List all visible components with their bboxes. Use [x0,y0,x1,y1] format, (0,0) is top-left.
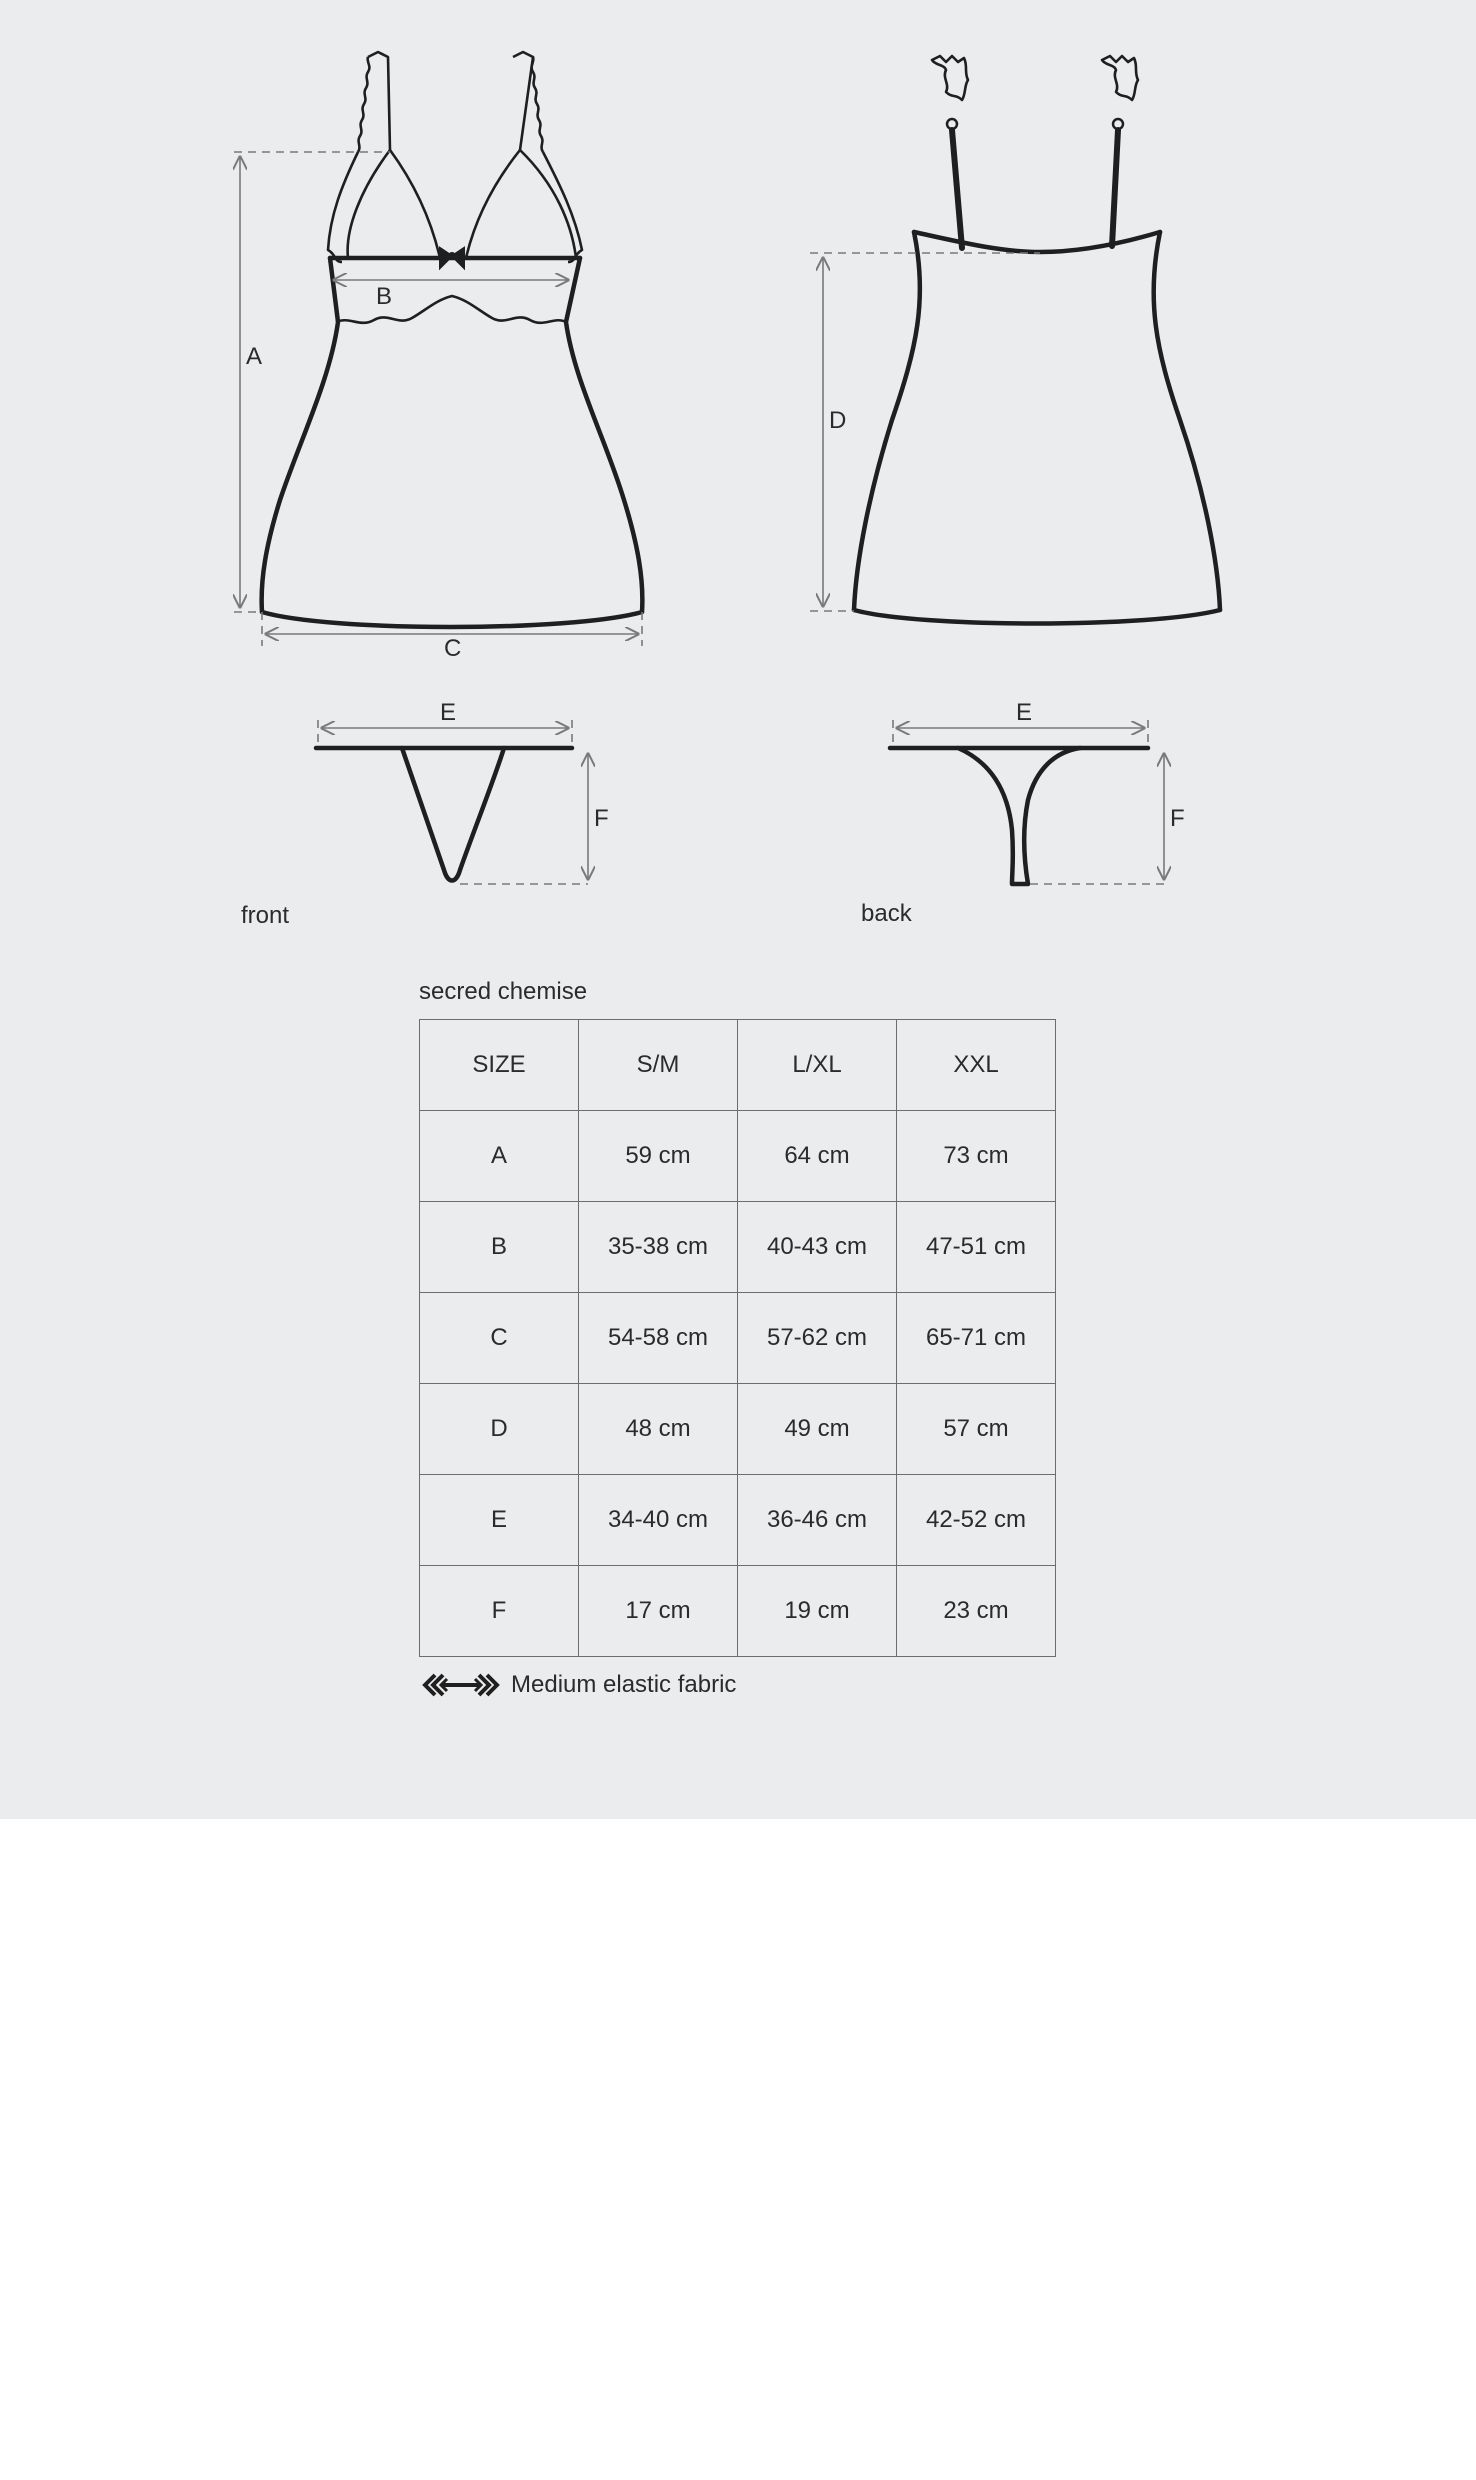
table-row [420,1111,1056,1202]
front-view-label: front [241,902,290,929]
size-table [419,1019,1056,1657]
header-cell: S/M [579,1020,738,1111]
table-row [420,1475,1056,1566]
table-cell: 47-51 cm [897,1202,1056,1293]
table-cell: 48 cm [579,1384,738,1475]
table-cell: 17 cm [579,1566,738,1657]
table-header-row [420,1020,1056,1111]
table-cell: 73 cm [897,1111,1056,1202]
dim-label-d: D [829,407,847,434]
header-cell: XXL [897,1020,1056,1111]
table-cell: C [420,1293,579,1384]
table-cell: 34-40 cm [579,1475,738,1566]
back-thong-dimensions [893,699,1185,884]
dim-label-e-front: E [440,699,457,726]
front-thong-drawing [316,748,572,881]
table-cell: B [420,1202,579,1293]
dim-label-a: A [246,343,263,370]
table-cell: 35-38 cm [579,1202,738,1293]
table-cell: 54-58 cm [579,1293,738,1384]
table-title: secred chemise [419,978,588,1005]
table-cell: A [420,1111,579,1202]
table-row [420,1293,1056,1384]
table-cell: 19 cm [738,1566,897,1657]
fabric-note-text: Medium elastic fabric [511,1671,737,1698]
table-cell: 49 cm [738,1384,897,1475]
table-cell: F [420,1566,579,1657]
table-row [420,1384,1056,1475]
table-cell: 57 cm [897,1384,1056,1475]
table-cell: 57-62 cm [738,1293,897,1384]
dim-label-c: C [444,635,462,662]
dim-label-b: B [376,283,393,310]
fabric-note [421,1670,736,1700]
back-chemise-drawing [854,56,1220,624]
table-cell: 23 cm [897,1566,1056,1657]
table-cell: 40-43 cm [738,1202,897,1293]
elastic-arrows-icon [421,1670,501,1700]
table-cell: 65-71 cm [897,1293,1056,1384]
dim-label-f-back: F [1170,805,1185,832]
table-cell: D [420,1384,579,1475]
back-view-label: back [861,900,912,927]
table-cell: 59 cm [579,1111,738,1202]
back-thong-drawing [890,748,1148,884]
dim-label-e-back: E [1016,699,1033,726]
table-cell: 36-46 cm [738,1475,897,1566]
table-row [420,1202,1056,1293]
front-dimensions [234,152,642,662]
table-row [420,1566,1056,1657]
header-cell: L/XL [738,1020,897,1111]
header-cell: SIZE [420,1020,579,1111]
front-chemise-drawing [262,52,643,627]
table-cell: 64 cm [738,1111,897,1202]
back-dimensions [810,253,1040,611]
table-cell: E [420,1475,579,1566]
table-cell: 42-52 cm [897,1475,1056,1566]
dim-label-f-front: F [594,805,609,832]
